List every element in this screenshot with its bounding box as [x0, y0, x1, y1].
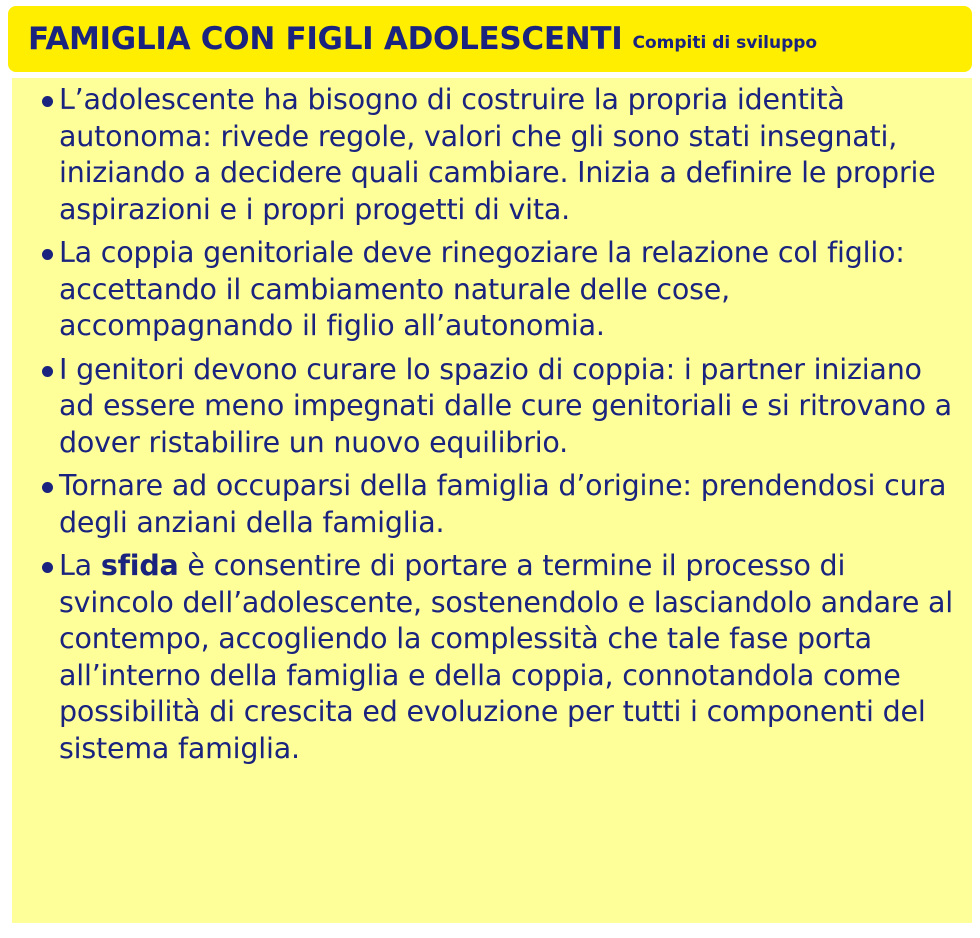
bullet-dot-icon [42, 249, 53, 260]
bullet-dot-icon [42, 366, 53, 377]
bullet-list [12, 82, 972, 774]
content-panel [12, 78, 972, 923]
bullet-text: I genitori devono curare lo spazio di coppia: i partner iniziano ad essere meno impegnati dalle cure genitoriali e si ritrovano a dover ristabilire un nuovo equilibrio. [59, 352, 952, 459]
list-item [12, 352, 972, 462]
list-item [12, 468, 972, 541]
bullet-dot-icon [42, 482, 53, 493]
page-subtitle: Compiti di sviluppo [632, 33, 818, 53]
list-item [12, 548, 972, 767]
bullet-text: La coppia genitoriale deve rinegoziare la relazione col figlio: accettando il cambiamento naturale delle cose, accompagnando il figlio all’autonomia. [59, 236, 905, 342]
page-title: FAMIGLIA CON FIGLI ADOLESCENTI [28, 21, 623, 57]
title-banner [8, 6, 972, 72]
bullet-dot-icon [42, 96, 53, 107]
bullet-text-rest: è consentire di portare a termine il processo di svincolo dell’adolescente, sostenendolo e lasciandolo andare al contempo, accogliendo la complessità che tale fase porta all’interno della famiglia e della coppia, connotandola come possibilità di crescita ed evoluzione per tutti i componenti del sistema famiglia. [59, 549, 954, 765]
bullet-text: L’adolescente ha bisogno di costruire la propria identità autonoma: rivede regole, valori che gli sono stati insegnati, iniziando a decidere quali cambiare. Inizia a definire le proprie aspirazioni e i propri progetti di vita. [59, 83, 936, 226]
list-item [12, 235, 972, 345]
bullet-emphasis: sfida [100, 549, 179, 582]
bullet-text: Tornare ad occuparsi della famiglia d’origine: prendendosi cura degli anziani della famiglia. [59, 469, 947, 539]
list-item [12, 82, 972, 228]
bullet-dot-icon [42, 562, 53, 573]
bullet-text-lead: La [59, 549, 101, 582]
